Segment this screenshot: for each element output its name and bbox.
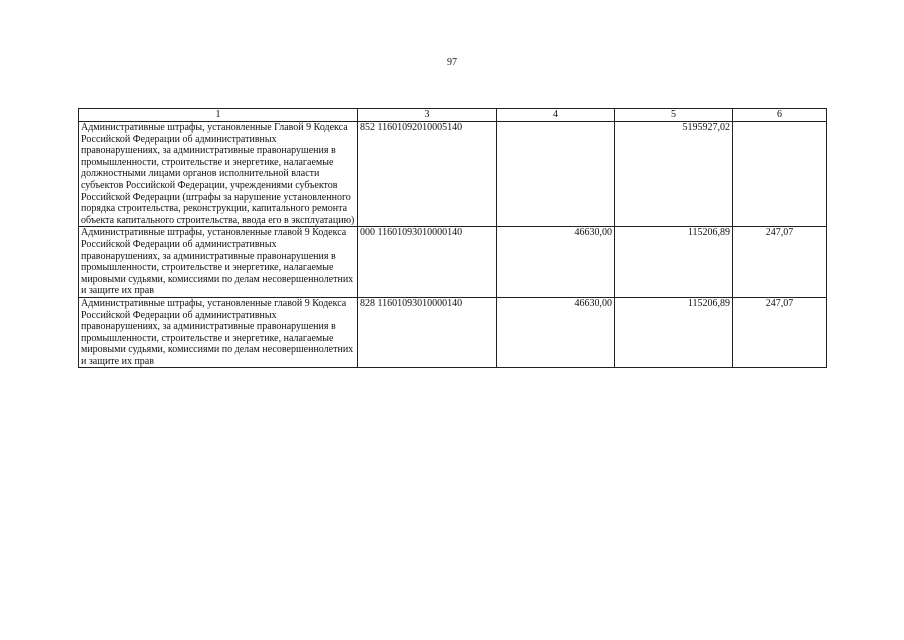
row-value-col-4: 46630,00: [497, 297, 615, 368]
row-value-col-4: [497, 122, 615, 227]
table-row: [79, 297, 827, 368]
row-description: Административные штрафы, установленные главой 9 Кодекса Российской Федерации об административных правонарушениях, за административные правонарушения в промышленности, строительстве и энергетике, налагаемые мировыми судьями, комиссиями по делам несовершеннолетних и защите их прав: [79, 297, 358, 368]
row-value-col-6: [733, 122, 827, 227]
header-col-1: 1: [79, 109, 358, 122]
revenue-table: [78, 108, 827, 368]
row-value-col-6: 247,07: [733, 297, 827, 368]
table-row: [79, 227, 827, 298]
table-header-row: [79, 109, 827, 122]
row-value-col-5: 115206,89: [615, 297, 733, 368]
header-col-4: 4: [497, 109, 615, 122]
row-value-col-6: 247,07: [733, 227, 827, 298]
row-value-col-5: 115206,89: [615, 227, 733, 298]
page-number: 97: [447, 57, 457, 68]
row-description: Административные штрафы, установленные главой 9 Кодекса Российской Федерации об административных правонарушениях, за административные правонарушения в промышленности, строительстве и энергетике, налагаемые мировыми судьями, комиссиями по делам несовершеннолетних и защите их прав: [79, 227, 358, 298]
header-col-3: 3: [358, 109, 497, 122]
row-budget-code: 828 11601093010000140: [358, 297, 497, 368]
header-col-6: 6: [733, 109, 827, 122]
row-value-col-5: 5195927,02: [615, 122, 733, 227]
row-budget-code: 852 11601092010005140: [358, 122, 497, 227]
table-row: [79, 122, 827, 227]
header-col-5: 5: [615, 109, 733, 122]
row-description: Административные штрафы, установленные Главой 9 Кодекса Российской Федерации об административных правонарушениях, за административные правонарушения в промышленности, строительстве и энергетике, налагаемые должностными лицами органов исполнительной власти субъектов Российской Федерации, учреждениями субъектов Российской Федерации (штрафы за нарушение установленного порядка строительства, реконструкции, капитального ремонта объекта капитального строительства, ввода его в эксплуатацию): [79, 122, 358, 227]
row-budget-code: 000 11601093010000140: [358, 227, 497, 298]
row-value-col-4: 46630,00: [497, 227, 615, 298]
